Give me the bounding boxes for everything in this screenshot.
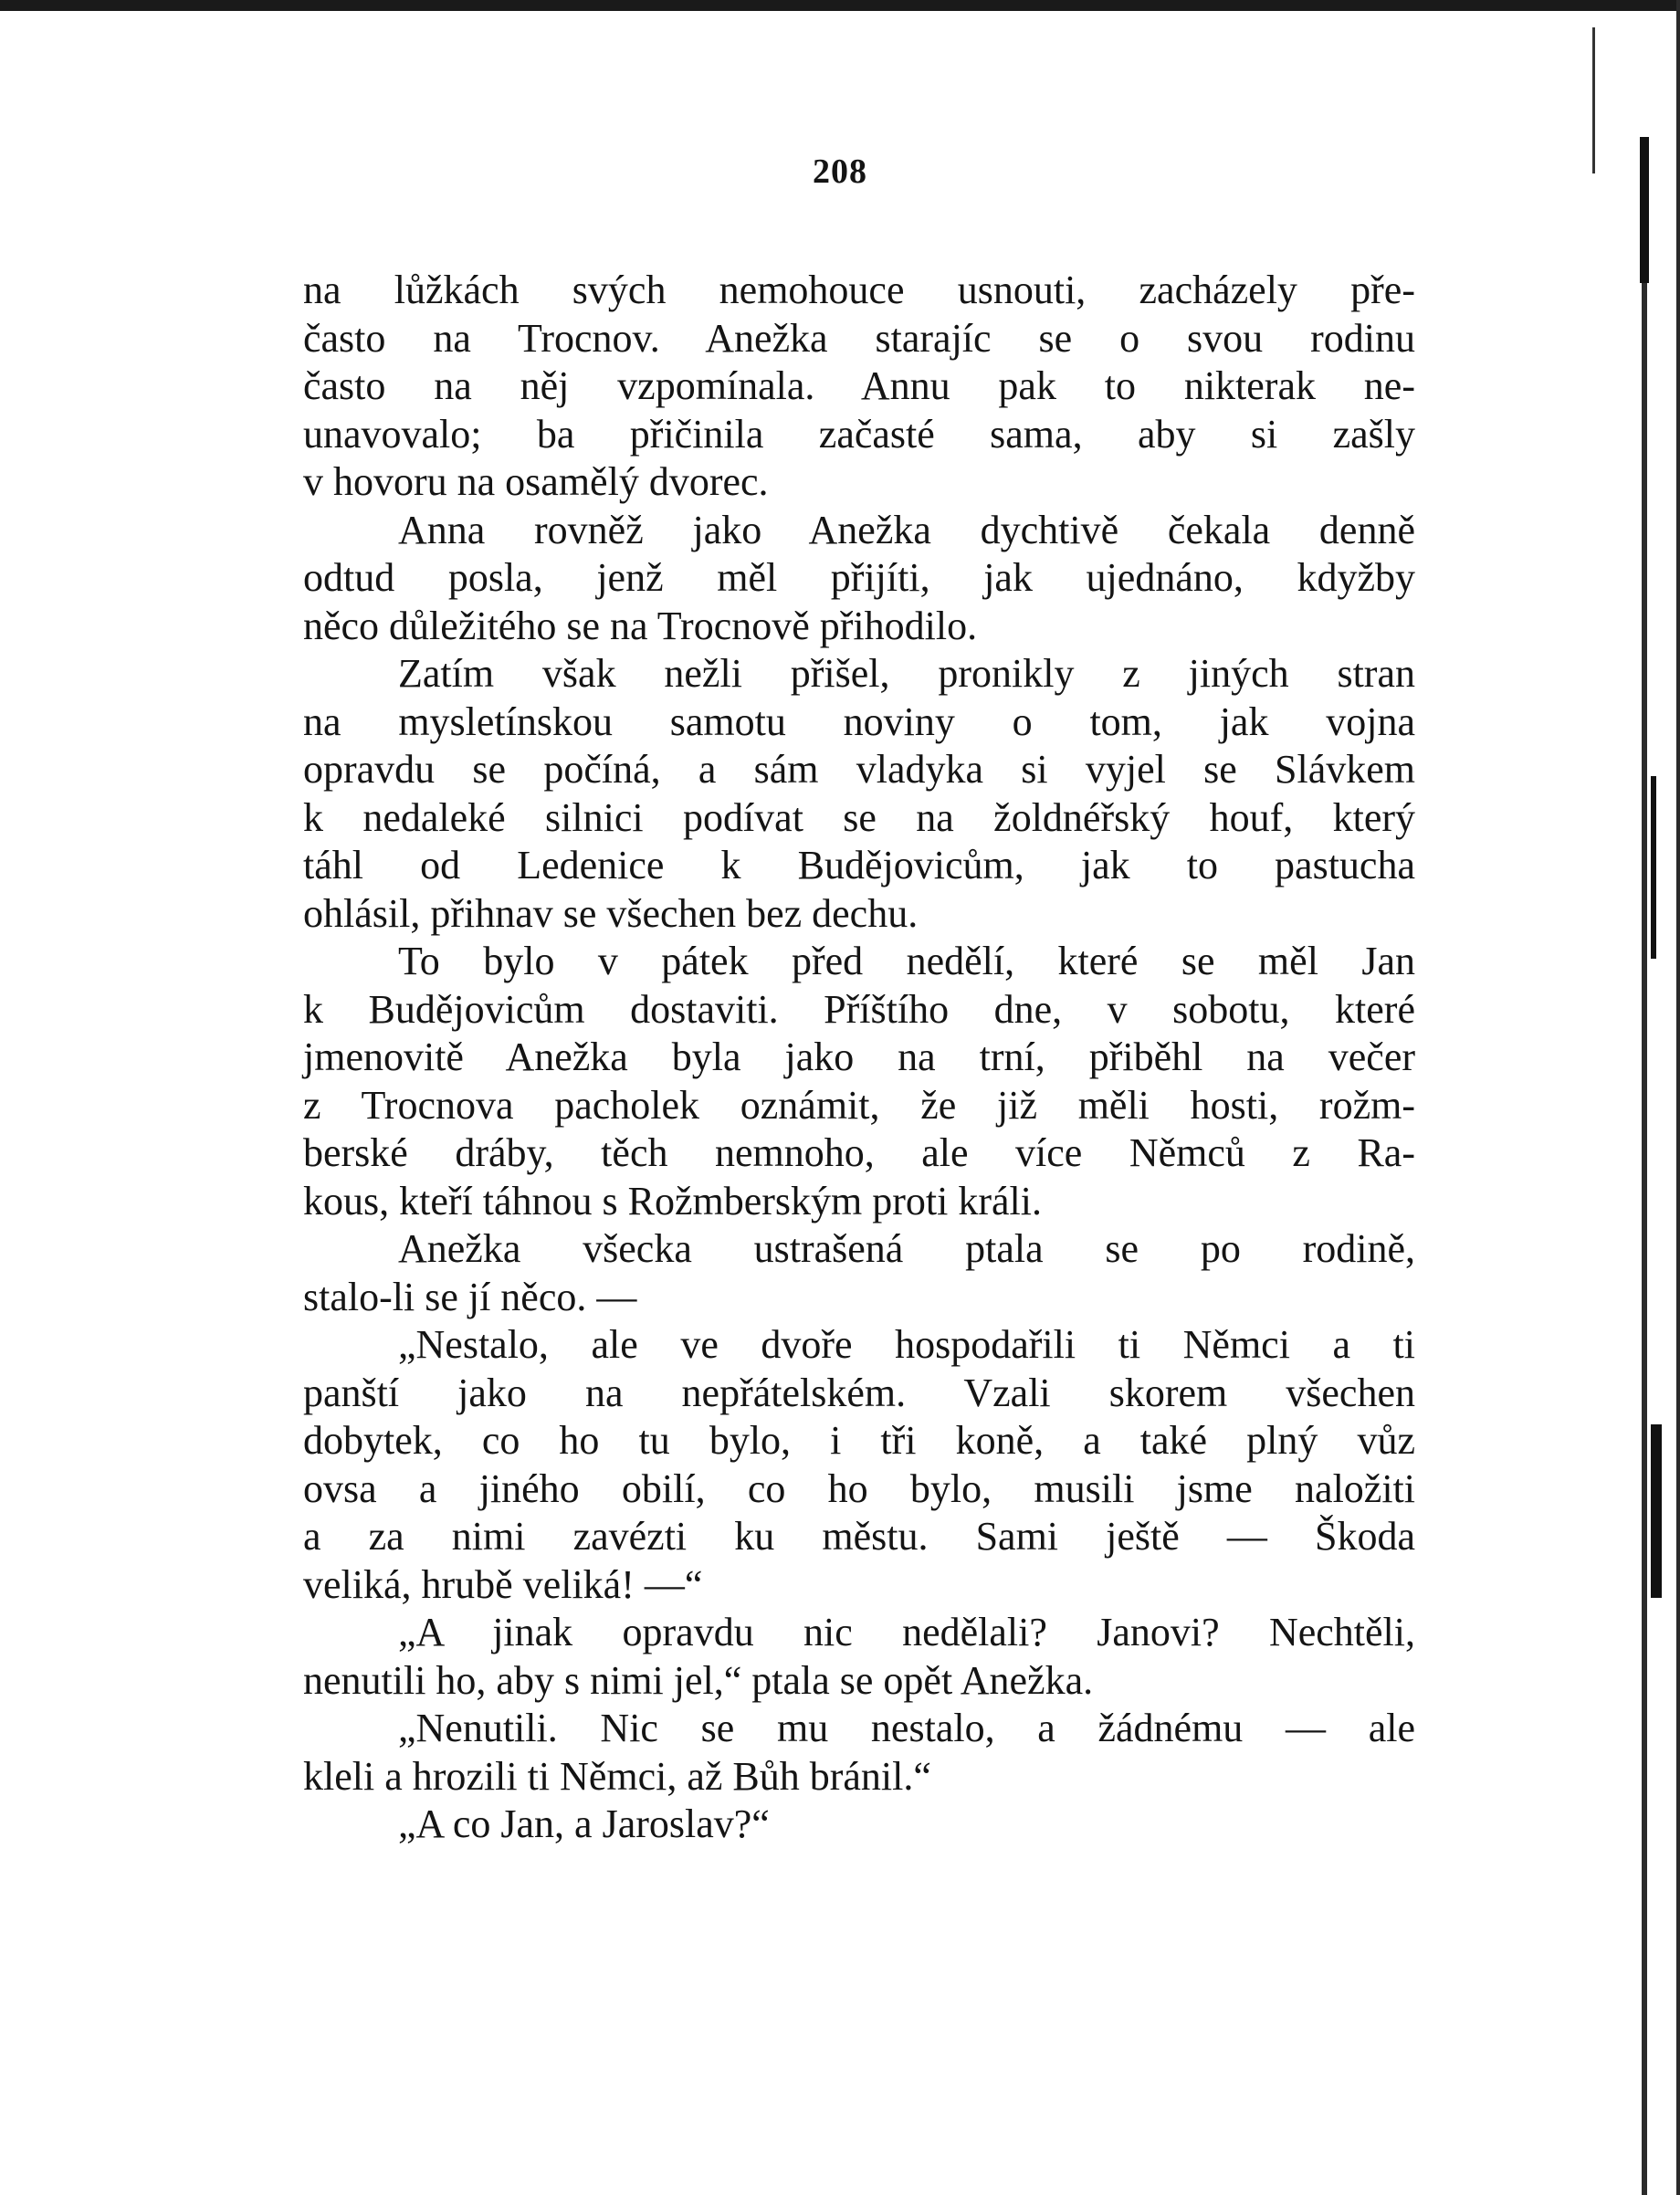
text-line: panští jako na nepřátelském. Vzali skorem všechen bbox=[303, 1370, 1415, 1415]
text-line: táhl od Ledenice k Budějovicům, jak to pastucha bbox=[303, 843, 1415, 887]
text-line: často na něj vzpomínala. Annu pak to nikterak ne- bbox=[303, 363, 1415, 408]
text-line: k Budějovicům dostaviti. Příštího dne, v sobotu, které bbox=[303, 986, 1415, 1032]
scan-top-border bbox=[0, 0, 1680, 11]
text-line: „A jinak opravdu nic nedělali? Janovi? Nechtěli, bbox=[398, 1610, 1415, 1654]
paragraph bbox=[303, 650, 1415, 938]
scan-right-border bbox=[1676, 0, 1680, 2195]
paragraph bbox=[303, 1321, 1415, 1609]
text-line: „A co Jan, a Jaroslav?“ bbox=[398, 1801, 770, 1846]
text-line: Anna rovněž jako Anežka dychtivě čekala denně bbox=[398, 507, 1415, 552]
text-line: k nedaleké silnici podívat se na žoldnéřský houf, který bbox=[303, 794, 1415, 840]
text-line: jmenovitě Anežka byla jako na trní, přiběhl na večer bbox=[303, 1034, 1415, 1079]
body-text bbox=[303, 267, 1415, 1849]
text-line: opravdu se počíná, a sám vladyka si vyjel se Slávkem bbox=[303, 747, 1415, 792]
page-number: 208 bbox=[813, 152, 867, 191]
paragraph bbox=[303, 1801, 1415, 1849]
paragraph bbox=[303, 507, 1415, 651]
text-line: často na Trocnov. Anežka starajíc se o svou rodinu bbox=[303, 315, 1415, 361]
text-line: a za nimi zavézti ku městu. Sami ještě — Škoda bbox=[303, 1514, 1415, 1559]
paragraph bbox=[303, 938, 1415, 1225]
text-line: Anežka všecka ustrašená ptala se po rodině, bbox=[398, 1226, 1415, 1271]
paragraph bbox=[303, 1225, 1415, 1321]
text-line: nenutili ho, aby s nimi jel,“ ptala se opět Anežka. bbox=[303, 1657, 1094, 1703]
text-line: odtud posla, jenž měl přijíti, jak ujednáno, kdyžby bbox=[303, 555, 1415, 600]
text-line: unavovalo; ba přičinila začasté sama, aby si zašly bbox=[303, 411, 1415, 457]
text-line: Zatím však nežli přišel, pronikly z jiných stran bbox=[398, 651, 1415, 696]
text-line: veliká, hrubě veliká! —“ bbox=[303, 1561, 703, 1607]
text-line: kleli a hrozili ti Němci, až Bůh bránil.“ bbox=[303, 1753, 931, 1799]
text-line: „Nenutili. Nic se mu nestalo, a žádnému — ale bbox=[398, 1706, 1415, 1750]
text-line: něco důležitého se na Trocnově přihodilo. bbox=[303, 603, 978, 648]
text-line: na mysletínskou samotu noviny o tom, jak vojna bbox=[303, 698, 1415, 744]
scan-edge-mark bbox=[1651, 776, 1656, 959]
text-line: To bylo v pátek před nedělí, které se měl Jan bbox=[398, 939, 1415, 983]
text-line: berské dráby, těch nemnoho, ale více Němců z Ra- bbox=[303, 1130, 1415, 1175]
paragraph bbox=[303, 1705, 1415, 1801]
text-line: stalo-li se jí něco. — bbox=[303, 1274, 637, 1319]
text-line: „Nestalo, ale ve dvoře hospodařili ti Němci a ti bbox=[398, 1322, 1415, 1367]
text-line: dobytek, co ho tu bylo, i tři koně, a také plný vůz bbox=[303, 1418, 1415, 1463]
text-line: z Trocnova pacholek oznámit, že již měli hosti, rožm- bbox=[303, 1082, 1415, 1128]
text-line: na lůžkách svých nemohouce usnouti, zacházely pře- bbox=[303, 268, 1415, 312]
text-line: ohlásil, přihnav se všechen bez dechu. bbox=[303, 890, 919, 936]
scan-edge-mark bbox=[1651, 1424, 1662, 1598]
scan-right-margin-line bbox=[1642, 137, 1647, 2195]
paragraph bbox=[303, 267, 1415, 507]
text-line: kous, kteří táhnou s Rožmberským proti králi. bbox=[303, 1178, 1042, 1224]
text-line: v hovoru na osamělý dvorec. bbox=[303, 459, 769, 504]
text-line: ovsa a jiného obilí, co ho bylo, musili jsme naložiti bbox=[303, 1465, 1415, 1511]
paragraph bbox=[303, 1609, 1415, 1705]
